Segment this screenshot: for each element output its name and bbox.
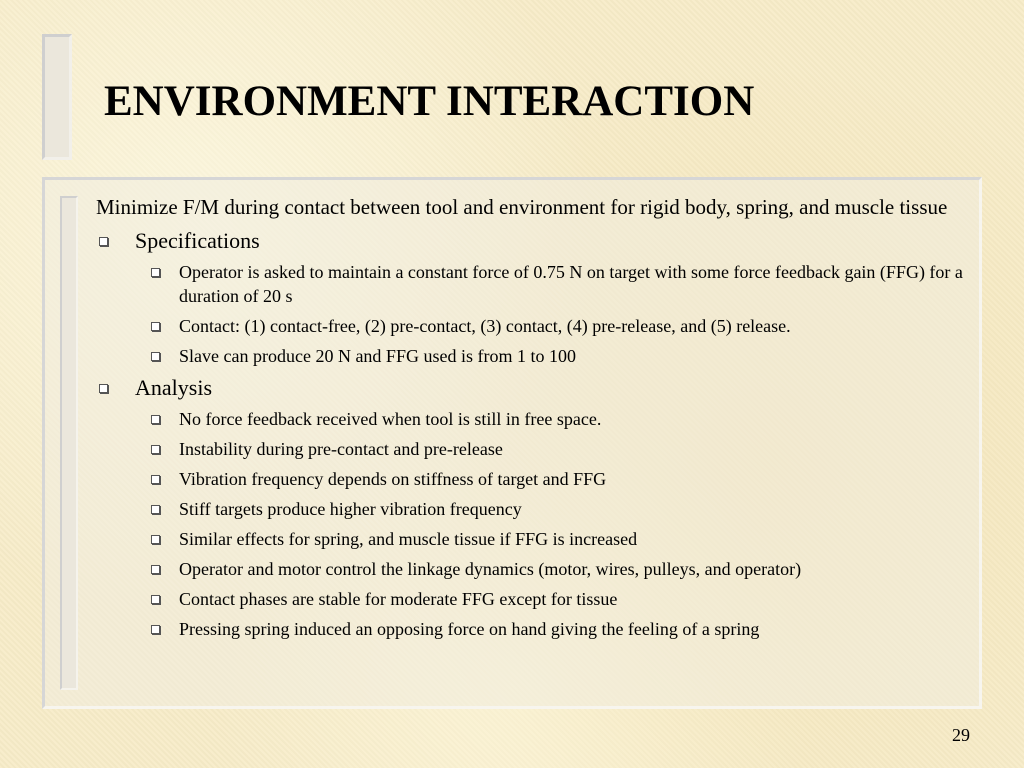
- hollow-square-icon: [151, 535, 160, 544]
- content-accent-bar: [60, 196, 78, 690]
- hollow-square-icon: [151, 268, 160, 277]
- list-item: [96, 467, 976, 491]
- list-item: [96, 497, 976, 521]
- hollow-square-icon: [151, 445, 160, 454]
- list-item-text: Vibration frequency depends on stiffness of target and FFG: [179, 469, 607, 489]
- hollow-square-icon: [99, 237, 108, 246]
- list-item: [96, 527, 976, 551]
- hollow-square-icon: [151, 475, 160, 484]
- hollow-square-icon: [151, 322, 160, 331]
- title-accent-bar: [42, 34, 72, 160]
- hollow-square-icon: [99, 384, 108, 393]
- section-heading-label: Specifications: [135, 228, 260, 253]
- list-item-text: Slave can produce 20 N and FFG used is from 1 to 100: [179, 346, 576, 366]
- list-item-text: Pressing spring induced an opposing force on hand giving the feeling of a spring: [179, 619, 760, 639]
- hollow-square-icon: [151, 565, 160, 574]
- section-heading-label: Analysis: [135, 375, 212, 400]
- hollow-square-icon: [151, 352, 160, 361]
- list-item-text: Contact: (1) contact-free, (2) pre-contact, (3) contact, (4) pre-release, and (5) release.: [179, 316, 791, 336]
- list-item: [96, 314, 976, 338]
- hollow-square-icon: [151, 415, 160, 424]
- list-item: [96, 344, 976, 368]
- hollow-square-icon: [151, 625, 160, 634]
- list-item-text: Contact phases are stable for moderate FFG except for tissue: [179, 589, 618, 609]
- page-number: 29: [952, 725, 970, 745]
- section-heading-specifications: [96, 227, 976, 255]
- list-item-text: Instability during pre-contact and pre-release: [179, 439, 503, 459]
- intro-text: Minimize F/M during contact between tool and environment for rigid body, spring, and muscle tissue: [96, 195, 948, 219]
- list-item: [96, 557, 976, 581]
- hollow-square-icon: [151, 505, 160, 514]
- list-item-text: No force feedback received when tool is still in free space.: [179, 409, 602, 429]
- hollow-square-icon: [151, 595, 160, 604]
- section-heading-analysis: [96, 374, 976, 402]
- list-item-text: Operator is asked to maintain a constant force of 0.75 N on target with some force feedback gain (FFG) for a duration of 20 s: [179, 262, 963, 306]
- list-item: [96, 617, 976, 641]
- slide-title: ENVIRONMENT INTERACTION: [104, 78, 755, 125]
- list-item-text: Stiff targets produce higher vibration frequency: [179, 499, 522, 519]
- list-item: [96, 260, 976, 308]
- list-item-text: Similar effects for spring, and muscle tissue if FFG is increased: [179, 529, 638, 549]
- list-item: [96, 407, 976, 431]
- slide-body: [96, 193, 976, 647]
- list-item-text: Operator and motor control the linkage dynamics (motor, wires, pulleys, and operator): [179, 559, 802, 579]
- list-item: [96, 437, 976, 461]
- list-item: [96, 587, 976, 611]
